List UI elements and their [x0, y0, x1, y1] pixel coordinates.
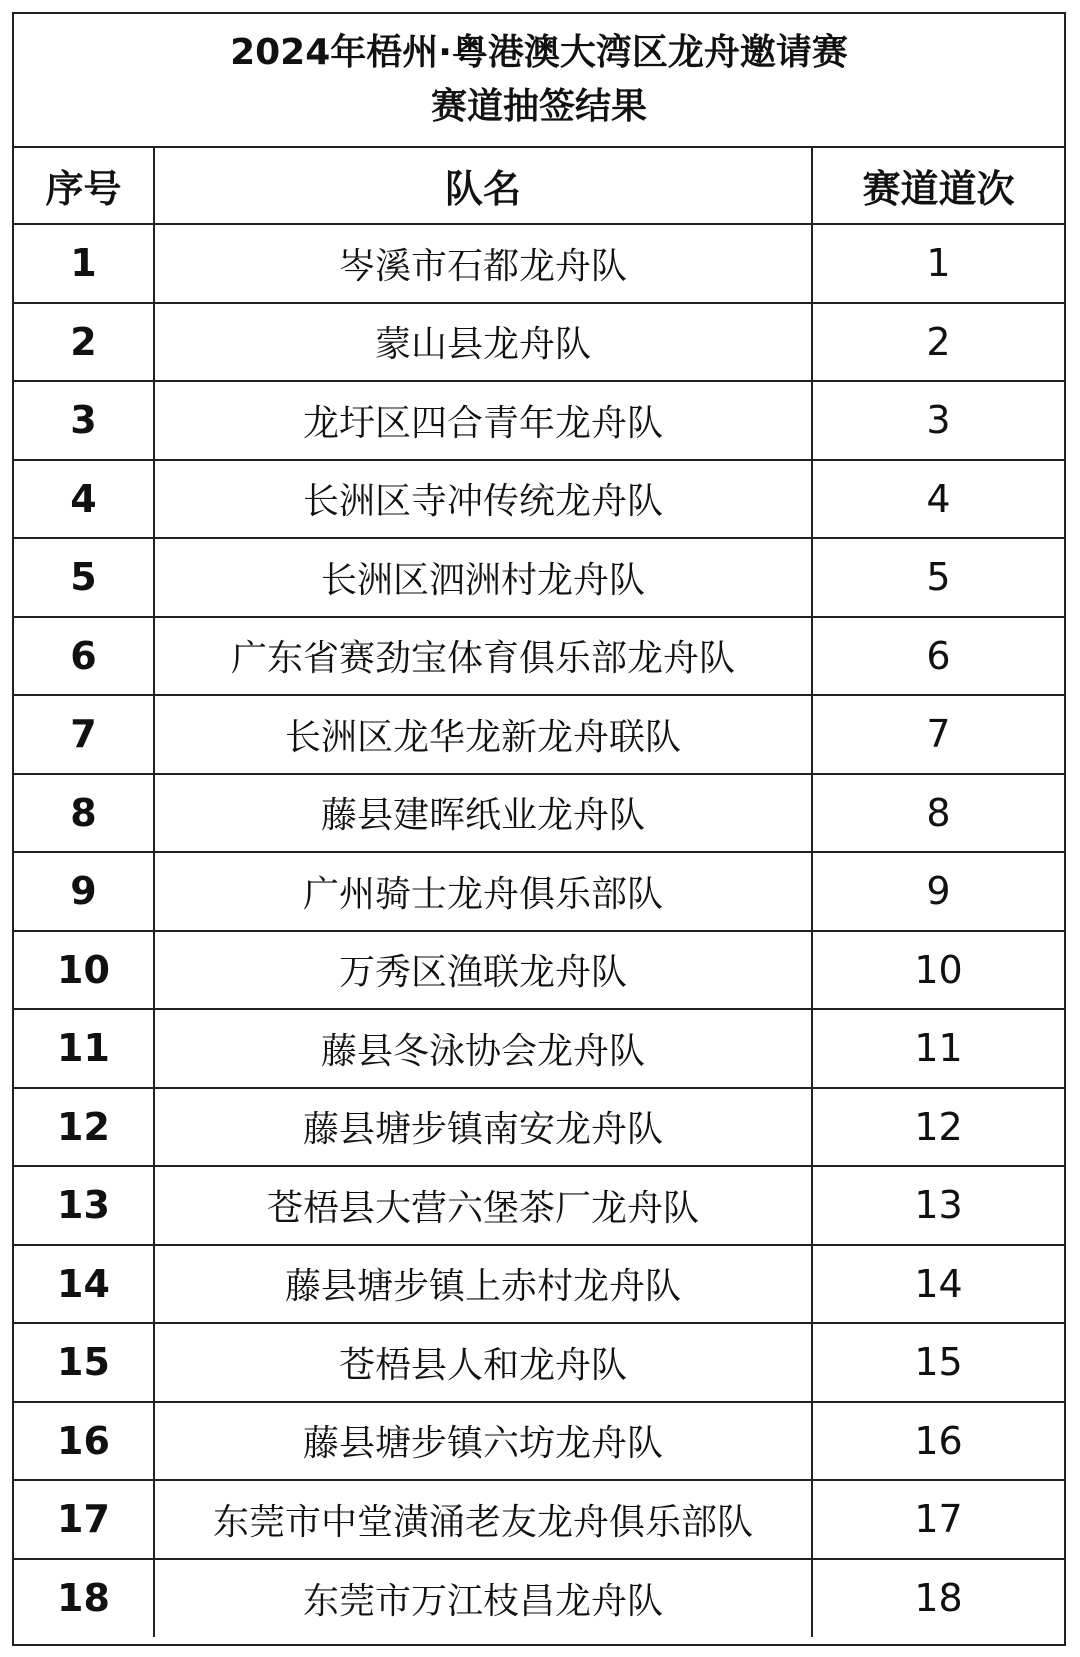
- table-body: [14, 224, 1064, 1637]
- row-team-cell: 万秀区渔联龙舟队: [154, 931, 812, 1010]
- row-seq-cell: 2: [14, 303, 154, 382]
- table-row: [14, 695, 1064, 774]
- row-lane-cell: 5: [812, 538, 1064, 617]
- row-lane-cell: 4: [812, 460, 1064, 539]
- row-seq-cell: 15: [14, 1323, 154, 1402]
- row-seq-cell: 3: [14, 381, 154, 460]
- table-row: [14, 1245, 1064, 1324]
- table-row: [14, 1559, 1064, 1638]
- draw-results-sheet: [12, 12, 1066, 1646]
- row-seq-cell: 16: [14, 1402, 154, 1481]
- row-seq-cell: 17: [14, 1480, 154, 1559]
- row-team-cell: 广州骑士龙舟俱乐部队: [154, 852, 812, 931]
- row-team-cell: 苍梧县大营六堡茶厂龙舟队: [154, 1166, 812, 1245]
- page-subtitle: 赛道抽签结果: [430, 86, 647, 127]
- row-lane-cell: 2: [812, 303, 1064, 382]
- row-seq-cell: 9: [14, 852, 154, 931]
- table-row: [14, 1402, 1064, 1481]
- row-seq-cell: 12: [14, 1088, 154, 1167]
- table-row: [14, 931, 1064, 1010]
- row-lane-cell: 15: [812, 1323, 1064, 1402]
- row-team-cell: 藤县塘步镇南安龙舟队: [154, 1088, 812, 1167]
- row-team-cell: 长洲区龙华龙新龙舟联队: [154, 695, 812, 774]
- table-header-row: [14, 148, 1064, 224]
- table-row: [14, 774, 1064, 853]
- column-header-seq: 序号: [14, 148, 154, 224]
- row-team-cell: 藤县塘步镇上赤村龙舟队: [154, 1245, 812, 1324]
- row-team-cell: 龙圩区四合青年龙舟队: [154, 381, 812, 460]
- table-row: [14, 1166, 1064, 1245]
- row-lane-cell: 7: [812, 695, 1064, 774]
- row-seq-cell: 6: [14, 617, 154, 696]
- row-team-cell: 东莞市万江枝昌龙舟队: [154, 1559, 812, 1638]
- column-header-lane: 赛道道次: [812, 148, 1064, 224]
- table-row: [14, 1009, 1064, 1088]
- row-team-cell: 东莞市中堂潢涌老友龙舟俱乐部队: [154, 1480, 812, 1559]
- row-seq-cell: 13: [14, 1166, 154, 1245]
- row-team-cell: 岑溪市石都龙舟队: [154, 224, 812, 303]
- row-seq-cell: 4: [14, 460, 154, 539]
- row-seq-cell: 14: [14, 1245, 154, 1324]
- table-row: [14, 303, 1064, 382]
- row-lane-cell: 3: [812, 381, 1064, 460]
- row-team-cell: 苍梧县人和龙舟队: [154, 1323, 812, 1402]
- row-team-cell: 藤县建晖纸业龙舟队: [154, 774, 812, 853]
- lane-draw-table: [14, 148, 1064, 1637]
- row-seq-cell: 11: [14, 1009, 154, 1088]
- table-row: [14, 1088, 1064, 1167]
- row-team-cell: 藤县塘步镇六坊龙舟队: [154, 1402, 812, 1481]
- table-row: [14, 381, 1064, 460]
- row-lane-cell: 16: [812, 1402, 1064, 1481]
- row-team-cell: 广东省赛劲宝体育俱乐部龙舟队: [154, 617, 812, 696]
- row-team-cell: 长洲区泗洲村龙舟队: [154, 538, 812, 617]
- row-seq-cell: 10: [14, 931, 154, 1010]
- row-team-cell: 藤县冬泳协会龙舟队: [154, 1009, 812, 1088]
- row-seq-cell: 5: [14, 538, 154, 617]
- row-seq-cell: 1: [14, 224, 154, 303]
- column-header-team: 队名: [154, 148, 812, 224]
- row-lane-cell: 12: [812, 1088, 1064, 1167]
- table-row: [14, 538, 1064, 617]
- table-row: [14, 1323, 1064, 1402]
- row-lane-cell: 1: [812, 224, 1064, 303]
- row-team-cell: 蒙山县龙舟队: [154, 303, 812, 382]
- row-seq-cell: 18: [14, 1559, 154, 1638]
- row-lane-cell: 10: [812, 931, 1064, 1010]
- row-seq-cell: 7: [14, 695, 154, 774]
- page-title: 2024年梧州·粤港澳大湾区龙舟邀请赛: [230, 32, 848, 73]
- table-row: [14, 852, 1064, 931]
- row-team-cell: 长洲区寺冲传统龙舟队: [154, 460, 812, 539]
- row-lane-cell: 11: [812, 1009, 1064, 1088]
- table-row: [14, 617, 1064, 696]
- row-lane-cell: 18: [914, 1576, 963, 1621]
- table-row: [14, 460, 1064, 539]
- row-lane-cell: 8: [812, 774, 1064, 853]
- row-lane-cell: 9: [812, 852, 1064, 931]
- table-row: [14, 1480, 1064, 1559]
- row-lane-cell: 6: [812, 617, 1064, 696]
- table-row: [14, 224, 1064, 303]
- row-lane-cell: 13: [812, 1166, 1064, 1245]
- row-lane-cell: 17: [812, 1480, 1064, 1559]
- row-seq-cell: 8: [14, 774, 154, 853]
- row-lane-cell: 14: [812, 1245, 1064, 1324]
- title-block: [14, 14, 1064, 148]
